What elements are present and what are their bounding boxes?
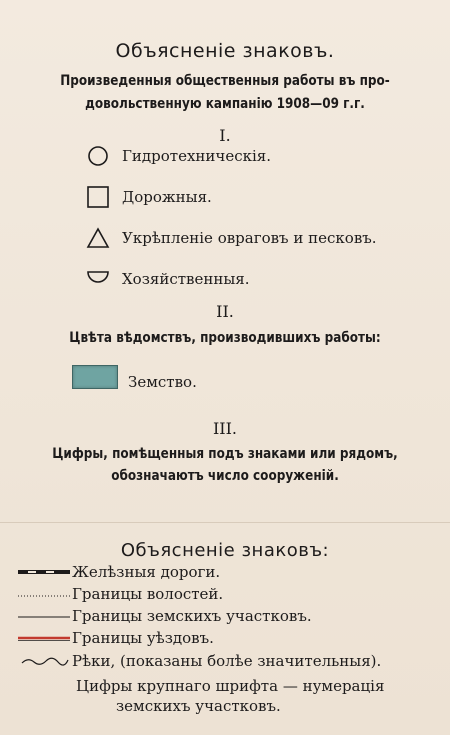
numbering-note-line1: Цифры крупнаго шрифта — нумерація [76, 677, 385, 695]
half-circle-icon [86, 265, 110, 289]
legend-railway [18, 562, 438, 582]
legend-item-hydrotech [86, 143, 272, 169]
numbers-note-line1: Цифры, помѣщенныя подъ знаками или рядомъ, [52, 446, 398, 462]
numbering-note-line2: земскихъ участковъ. [116, 697, 281, 715]
wavy-line-icon [18, 651, 70, 671]
legend-item-label: Дорожныя. [122, 188, 212, 206]
legend-rivers [18, 651, 438, 671]
section-3-numeral: III. [212, 419, 238, 438]
legend-item-ravines [86, 225, 377, 251]
legend-label: Границы волостей. [72, 585, 224, 603]
legend-uezd-boundary [18, 628, 438, 648]
legend-label: Границы уѣздовъ. [72, 629, 214, 647]
zemstvo-label: Земство. [128, 373, 197, 391]
legend-subtitle-line1: Произведенныя общественныя работы въ про- [60, 73, 390, 89]
legend-title-2: Объясненіе знаковъ: [120, 540, 330, 561]
section-2-numeral: II. [216, 302, 234, 321]
legend-label: Рѣки, (показаны болѣе значительныя). [72, 652, 382, 670]
legend-item-label: Хозяйственныя. [122, 270, 250, 288]
railway-line-icon [18, 562, 70, 582]
legend-title: Объясненіе знаковъ. [115, 40, 335, 62]
legend-item-label: Укрѣпленіе овраговъ и песковъ. [122, 229, 377, 247]
colors-heading: Цвѣта вѣдомствъ, производившихъ работы: [69, 330, 381, 346]
numbers-note-line2: обозначаютъ число сооруженій. [111, 468, 339, 484]
circle-icon [86, 144, 110, 168]
square-icon [86, 185, 110, 209]
legend-subtitle-line2: довольственную кампанію 1908—09 г.г. [85, 96, 365, 112]
legend-label: Желѣзныя дороги. [72, 563, 221, 581]
red-line-icon [18, 628, 70, 648]
legend-zemstvo-boundary [18, 606, 438, 626]
legend-item-roads [86, 184, 212, 210]
legend-label: Границы земскихъ участковъ. [72, 607, 312, 625]
legend-volost-boundary [18, 584, 438, 604]
dotted-line-icon [18, 584, 70, 604]
legend-item-economic [86, 264, 250, 290]
zemstvo-color-swatch [72, 365, 118, 389]
triangle-icon [86, 226, 110, 250]
legend-item-label: Гидротехническія. [122, 147, 272, 165]
thin-line-icon [18, 606, 70, 626]
fold-line [0, 522, 450, 523]
section-1-numeral: I. [219, 126, 231, 145]
